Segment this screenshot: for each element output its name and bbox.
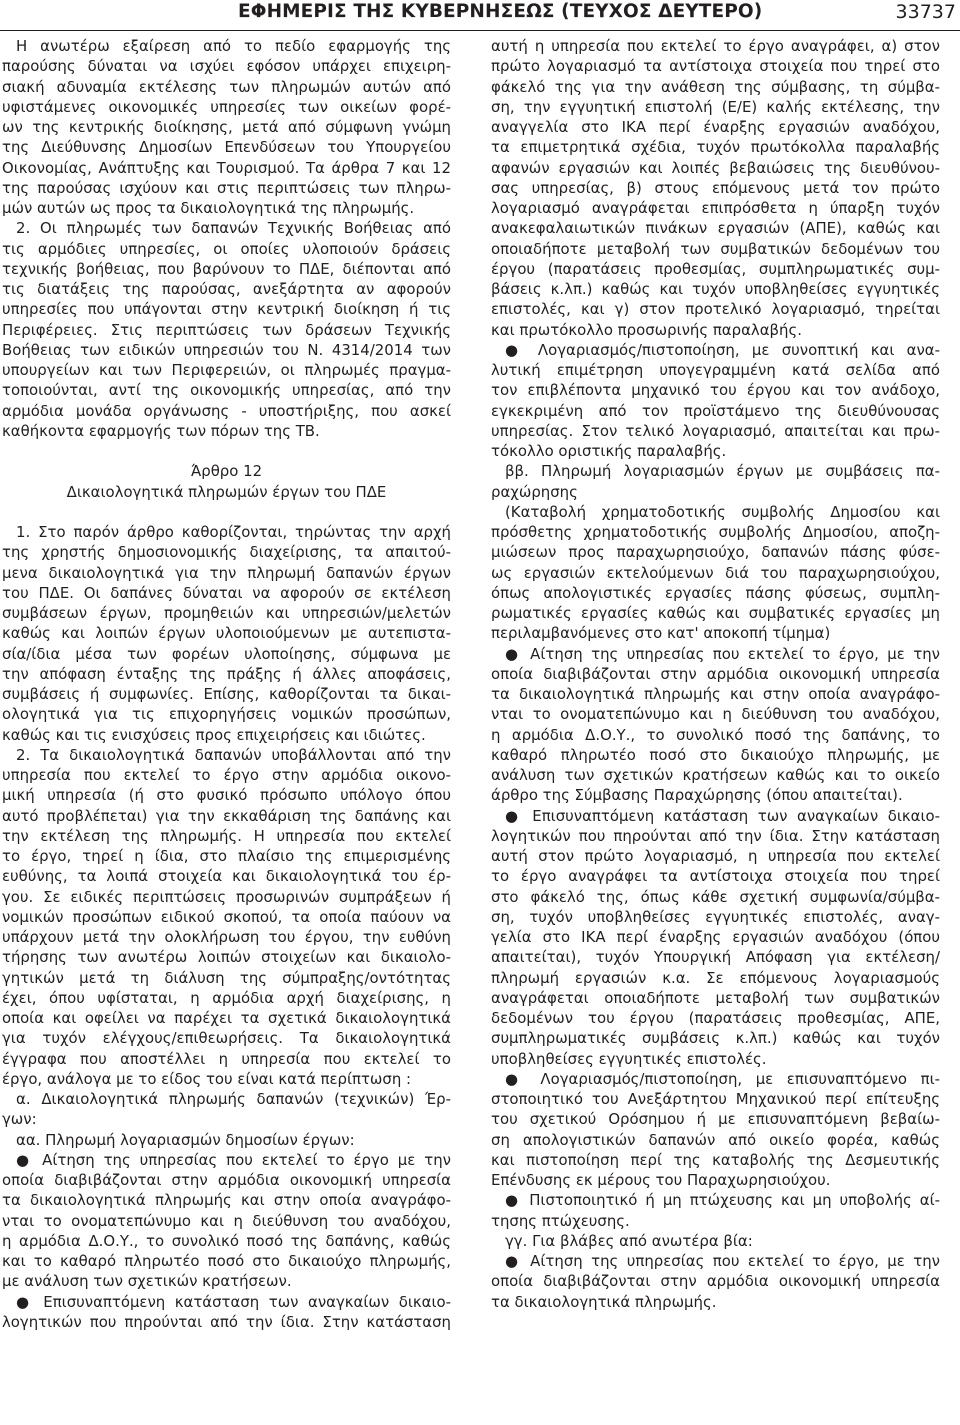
left-column <box>2 36 451 1421</box>
left-column-line: του ΠΔΕ. Οι δαπάνες δύναται να αφορούν σε εκτέλεση <box>2 583 451 602</box>
right-column-line: ση απολογιστικών δαπανών από οικείο φορέα, καθώς <box>491 1130 940 1149</box>
right-column-line: στο φάκελό της, όπως κάθε σχετική συμφωνία/σύμβα- <box>491 887 940 906</box>
right-column-line: ραχώρησης <box>491 482 578 501</box>
left-column-line: τοποιούνται, αντί της οικονομικής υπηρεσίας, από την <box>2 381 451 400</box>
left-column-line: Άρθρο 12 <box>190 462 263 481</box>
right-column-line: ● Λογαριασμός/πιστοποίηση, με συνοπτική και ανα- <box>505 340 940 359</box>
right-column-line: ση, τυχόν υποβληθείσες εγγυητικές επιστολές, αναγ- <box>491 907 940 926</box>
right-column-line: ανάλυση των σχετικών κρατήσεων καθώς και το οικείο <box>491 766 940 784</box>
left-column-line: μική υπηρεσία (ή στο φυσικό πρόσωπο υπόλογο όπου <box>2 786 451 805</box>
right-column-line: (Καταβολή χρηματοδοτικής συμβολής Δημοσίου και <box>505 502 940 521</box>
right-column-line: η αρμόδια Δ.Ο.Υ., το συνολικό ποσό της δαπάνης, το <box>491 725 940 744</box>
left-column-line: ● Επισυναπτόμενη κατάσταση των αναγκαίων δικαιο- <box>16 1292 451 1311</box>
left-column-line: ● Αίτηση της υπηρεσίας που εκτελεί το έργο με την <box>16 1150 451 1169</box>
right-column-line: λογητικών που πηρούνται από την ίδια. Στην κατάσταση <box>491 826 940 845</box>
right-column-line: μιώσεων προς παραχωρησιούχο, δαπανών πάσης φύσε- <box>491 543 940 562</box>
left-column-line: καθώς και λοιπών έργων υλοποιούμενων με αυτεπιστα- <box>2 624 451 643</box>
right-column-line: οποία διαβιβάζονται στην αρμόδια οικονομική υπηρεσία <box>491 1272 940 1291</box>
left-column-line: Βοήθειας των ειδικών υπηρεσιών του Ν. 4314/2014 των <box>2 340 451 359</box>
left-column-line: 2. Τα δικαιολογητικά δαπανών υποβάλλονται από την <box>16 745 451 764</box>
right-column-line: το έργο αναγράφει τα αντίστοιχα στοιχεία που τηρεί <box>491 867 940 886</box>
right-column-line: ως εργασιών εκτελούμενων διά του παραχωρησιούχου, <box>491 563 940 582</box>
left-column-line: και το καθαρό πληρωτέο ποσό στο δικαιούχο πληρωμής, <box>2 1252 451 1270</box>
left-column-line: σιακή αδυναμία εκτέλεσης των πληρωμών αυτών από <box>2 77 451 96</box>
left-column-line: μενα δικαιολογητικά για την πληρωμή δαπανών έργων <box>2 563 451 582</box>
left-column-line: ευθύνης, τα λοιπά στοιχεία και δικαιολογητικά του έρ- <box>2 867 451 886</box>
left-column-line: υπηρεσία που εκτελεί το έργο στην αρμόδια οικονο- <box>2 766 451 784</box>
right-column-line: ● Πιστοποιητικό ή μη πτώχευσης και μη υποβολής αί- <box>505 1191 940 1210</box>
left-column-line: την απόφαση ένταξης της πράξης ή άλλες αποφάσεις, <box>2 664 451 683</box>
page-number: 33737 <box>895 1 956 23</box>
right-column-line: βάσεις κ.λπ.) καθώς και τυχόν υποβληθείσες εγγυητικές <box>491 280 940 298</box>
left-column-line: υφιστάμενες οικονομικές υπηρεσίες των οικείων φορέ- <box>2 97 451 116</box>
right-column-line: τα επιμετρητικά σχέδια, τυχόν πρωτόκολλα παραλαβής <box>491 138 940 157</box>
right-column <box>491 36 940 1421</box>
left-column-line: 2. Οι πληρωμές των δαπανών Τεχνικής Βοήθειας από <box>16 219 451 238</box>
right-column-line: οποιαδήποτε μεταβολή των συμβατικών δεδομένων του <box>491 239 940 258</box>
right-column-line: γελία στο ΙΚΑ περί έναρξης εργασιών αναδόχου (όπου <box>491 928 940 946</box>
left-column-line: τήρησης των ανωτέρω λοιπών στοιχείων και δικαιολο- <box>2 948 451 967</box>
right-column-line: τησης πτώχευσης. <box>491 1211 630 1230</box>
left-column-line: με ανάλυση των σχετικών κρατήσεων. <box>2 1272 292 1291</box>
right-column-line: υποβληθείσες εγγυητικές επιστολές. <box>491 1049 767 1068</box>
right-column-line: και πρωτόκολλο προσωρινής παραλαβής. <box>491 320 802 339</box>
right-column-line: οποία διαβιβάζονται στην αρμόδια οικονομική υπηρεσία <box>491 664 940 683</box>
right-column-line: συμπληρωματικές συμβάσεις κ.λπ.) καθώς και τυχόν <box>491 1029 940 1048</box>
left-column-line: η αρμόδια Δ.Ο.Υ., το συνολικό ποσό της δαπάνης, καθώς <box>2 1231 451 1250</box>
left-column-line: αα. Πληρωμή λογαριασμών δημοσίων έργων: <box>16 1130 355 1149</box>
left-column-line: έργο, ανάλογα με το είδος του είναι κατά περίπτωση : <box>2 1069 412 1088</box>
right-column-line: λυτική επιμέτρηση υπογεγραμμένη κατά σελίδα από <box>491 361 940 379</box>
right-column-line: αυτή η υπηρεσία που εκτελεί το έργο αναγράφει, α) στον <box>491 37 940 55</box>
left-column-line: μών αυτών ως προς τα δικαιολογητικά της πληρωμής. <box>2 199 415 217</box>
left-column-line: την εκτέλεση της πληρωμής. Η υπηρεσία που εκτελεί <box>2 826 451 845</box>
left-column-line: 1. Στο παρόν άρθρο καθορίζονται, τηρώντας την αρχή <box>16 523 451 541</box>
left-column-line: γων: <box>2 1110 37 1129</box>
right-column-line: ββ. Πληρωμή λογαριασμών έργων με συμβάσεις πα- <box>505 462 940 481</box>
left-column-line: τα δικαιολογητικά πληρωμής και στην οποία αναγράφο- <box>2 1191 451 1210</box>
page-header <box>0 0 960 31</box>
left-column-line: έγγραφα που αποστέλλει η υπηρεσία που εκτελεί το <box>2 1049 451 1068</box>
left-column-line: Δικαιολογητικά πληρωμών έργων του ΠΔΕ <box>66 482 387 501</box>
left-column-line: τεχνικής βοήθειας, που βαρύνουν το ΠΔΕ, διέπονται από <box>2 259 451 278</box>
right-column-line: πρόσθετης χρηματοδοτικής συμβολής Δημοσίου, αποζη- <box>491 523 940 541</box>
left-column-line: α. Δικαιολογητικά πληρωμής δαπανών (τεχνικών) Έρ- <box>16 1090 451 1108</box>
left-column-line: οποία και οφείλει να παρέχει τα σχετικά δικαιολογητικά <box>2 1009 451 1027</box>
right-column-line: λογαριασμό αναγράφεται επιπρόσθετα η ύπαρξη τυχόν <box>491 199 940 217</box>
left-column-line: τις διατάξεις της παρούσας, ανεξάρτητα αν αφορούν <box>2 280 451 298</box>
left-column-line: το έργο, τηρεί η ίδια, στο πλαίσιο της επιμερισμένης <box>2 847 451 865</box>
left-column-line: καθήκοντα εφαρμογής των πόρων της ΤΒ. <box>2 421 320 440</box>
right-column-line: ● Αίτηση της υπηρεσίας που εκτελεί το έργο, με την <box>505 644 940 663</box>
right-column-line: σας υπηρεσίας, β) στους επόμενους μετά τον πρώτο <box>491 178 940 197</box>
right-column-line: αναγγελία στο ΙΚΑ περί έναρξης εργασιών αναδόχου, <box>491 118 940 136</box>
left-column-line <box>2 502 451 522</box>
right-column-line: ● Αίτηση της υπηρεσίας που εκτελεί το έργο, με την <box>505 1252 940 1270</box>
left-column-line: λογητικών που πηρούνται από την ίδια. Στην κατάσταση <box>2 1312 451 1331</box>
left-column-line <box>2 441 451 461</box>
left-column-line: συμβάσεις ή συμφωνίες. Επίσης, καθορίζονται τα δικαι- <box>2 685 451 703</box>
right-column-line: τα δικαιολογητικά πληρωμής και στην οποία αναγράφο- <box>491 685 940 703</box>
right-column-line: περιλαμβανόμενες στο κατ' αποκοπή τίμημα) <box>491 624 831 643</box>
right-column-line: του σχετικού Ορόσημου ή με επισυναπτόμενη βεβαίω- <box>491 1110 940 1129</box>
right-column-line: έργου (παρατάσεις προθεσμίας, συμπληρωματικές συμ- <box>491 259 940 278</box>
left-column-line: οποία διαβιβάζονται στην αρμόδια οικονομική υπηρεσία <box>2 1171 451 1189</box>
gazette-title: ΕΦΗΜΕΡΙΣ ΤΗΣ ΚΥΒΕΡΝΗΣΕΩΣ (ΤΕΥΧΟΣ ΔΕΥΤΕΡΟ) <box>238 1 763 22</box>
right-column-line: όπως απολογιστικές εργασίες πάσης φύσεως, συμπλη- <box>491 583 940 602</box>
left-column-line: υπηρεσίες που υπάγονται στην κεντρική διοίκηση ή τις <box>2 300 451 319</box>
left-column-line: υπουργείων και των Περιφερειών, οι πληρωμές πραγμα- <box>2 361 451 379</box>
right-column-line: πρώτο λογαριασμό τα αντίστοιχα στοιχεία που τηρεί στο <box>491 57 940 76</box>
right-column-line: αφανών εργασιών και λοιπές βεβαιώσεις της διευθύνου- <box>491 158 940 177</box>
left-column-line: γητικών μετά τη διάλυση της σύμπραξης/οντότητας <box>2 968 451 987</box>
left-column-line: συμβάσεων έργων, προμηθειών και υπηρεσιών/μελετών <box>2 604 451 622</box>
right-column-line: τα δικαιολογητικά πληρωμής. <box>491 1292 717 1311</box>
left-column-line: καθώς και τις ενισχύσεις προς επιχειρήσεις και ιδιώτες. <box>2 725 426 744</box>
left-column-line: Περιφέρειες. Στις περιπτώσεις των δράσεων Τεχνικής <box>2 320 451 339</box>
right-column-line: τον επιβλέποντα μηχανικό του έργου και τον ανάδοχο, <box>491 381 940 400</box>
left-column-line: υπάρχουν μετά την ολοκλήρωση του έργου, την ευθύνη <box>2 928 451 946</box>
right-column-line: ση, την εγγυητική επιστολή (Ε/Ε) καλής εκτέλεσης, την <box>491 97 940 116</box>
right-column-line: και πιστοποίηση περί της καταβολής της Δεσμευτικής <box>491 1150 940 1169</box>
left-column-line: Οικονομίας, Ανάπτυξης και Τουρισμού. Τα άρθρα 7 και 12 <box>2 158 451 177</box>
left-column-line: για τυχόν ελέγχους/επιθεωρήσεις. Τα δικαιολογητικά <box>2 1029 451 1048</box>
right-column-line: δεδομένων του έργου (παρατάσεις προθεσμίας, ΑΠΕ, <box>491 1009 940 1027</box>
left-column-line: της Διεύθυνσης Δημοσίων Επενδύσεων του Υπουργείου <box>2 138 451 157</box>
right-column-line: εγκεκριμένη από τον προϊστάμενο της διευθύνουσας <box>491 401 940 420</box>
left-column-line: ων της κεντρικής διοίκησης, μετά από σύμφωνη γνώμη <box>2 118 451 136</box>
right-column-line: επιστολές, και γ) στον προτελικό λογαριασμό, τηρείται <box>491 300 940 319</box>
left-column-line: Η ανωτέρω εξαίρεση από το πεδίο εφαρμογής της <box>16 37 451 55</box>
left-column-line: γου. Σε ειδικές περιπτώσεις προσωρινών συμπράξεων ή <box>2 887 451 906</box>
right-column-line: στοποιητικό του Ανεξάρτητου Μηχανικού περί επίτευξης <box>491 1090 940 1108</box>
right-column-line: Επένδυσης εκ μέρους του Παραχωρησιούχου. <box>491 1171 831 1189</box>
right-column-line: απαιτείται), τυχόν Υπουργική Απόφαση για εκτέλεση/ <box>491 948 940 967</box>
right-column-line: τόκολλο οριστικής παραλαβής. <box>491 442 727 460</box>
right-column-line: γγ. Για βλάβες από ανωτέρα βία: <box>505 1231 753 1250</box>
left-column-line: νομικών προσώπων ειδικού σκοπού, τα οποία παύουν να <box>2 907 451 926</box>
left-column-line: της χρηστής δημοσιονομικής διαχείρισης, τα απαιτού- <box>2 543 451 562</box>
right-column-line: ανακεφαλαιωτικών πινάκων εργασιών (ΑΠΕ), καθώς και <box>491 219 940 238</box>
right-column-line: άρθρο της Σύμβασης Παραχώρησης (όπου απαιτείται). <box>491 786 903 805</box>
left-column-line: αρμόδια μονάδα οργάνωσης - υποστήριξης, που ασκεί <box>2 401 451 420</box>
left-column-line: αυτό προβλέπεται) για την εκκαθάριση της δαπάνης και <box>2 806 451 825</box>
right-column-line: καθαρό πληρωτέο ποσό στο δικαιούχο πληρωμής, με <box>491 745 940 764</box>
right-column-line: φάκελό της για την ανάθεση της σύμβασης, τη σύμβα- <box>491 77 940 96</box>
right-column-line: υπηρεσίας. Στον τελικό λογαριασμό, απαιτείται και πρω- <box>491 421 940 440</box>
left-column-line: ολογητικά για τις επιχορηγήσεις νομικών προσώπων, <box>2 705 451 724</box>
right-column-line: νται το ονοματεπώνυμο και η διεύθυνση του αναδόχου, <box>491 705 940 724</box>
left-column-line: τις αρμόδιες υπηρεσίες, οι οποίες υλοποιούν δράσεις <box>2 239 451 258</box>
right-column-line: αναγράφεται οποιαδήποτε μεταβολή των συμβατικών <box>491 988 940 1007</box>
right-column-line: ρωματικές εργασίες καθώς και συμβατικές εργασίες μη <box>491 604 940 622</box>
left-column-line: έχει, όπου υφίσταται, η αρμόδια αρχή διαχείρισης, η <box>2 988 451 1007</box>
left-column-line: σία/ίδια μέσα των φορέων υλοποίησης, σύμφωνα με <box>2 644 451 663</box>
left-column-line: της παρούσας ισχύουν και στις περιπτώσεις των πληρω- <box>2 178 451 197</box>
right-column-line: πληρωμή εργασιών κ.α. Σε επόμενους λογαριασμούς <box>491 968 940 987</box>
left-column-line: παρούσης δύναται να ισχύει εφόσον υπάρχει επιχειρη- <box>2 57 451 76</box>
right-column-line: ● Λογαριασμός/πιστοποίηση, με επισυναπτόμενο πι- <box>505 1069 940 1088</box>
right-column-line: αυτή στον πρώτο λογαριασμό, η υπηρεσία που εκτελεί <box>491 847 940 865</box>
left-column-line: νται το ονοματεπώνυμο και η διεύθυνση του αναδόχου, <box>2 1211 451 1230</box>
right-column-line: ● Επισυναπτόμενη κατάσταση των αναγκαίων δικαιο- <box>505 806 940 825</box>
